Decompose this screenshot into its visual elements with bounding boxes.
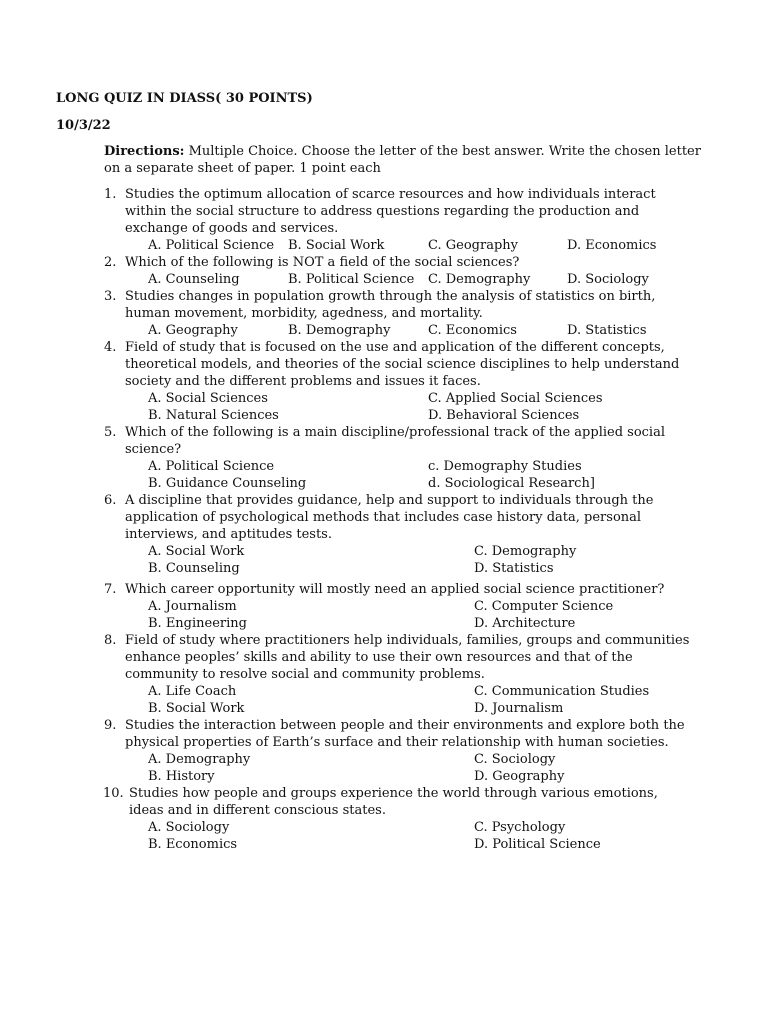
option-a: A. Political Science [148,238,275,253]
option-row [0,458,768,475]
question-number: 10. [103,786,124,801]
option-d: D. Political Science [474,837,601,852]
option-c: C. Sociology [474,752,556,767]
option-row [0,390,768,407]
directions-text: Multiple Choice. Choose the letter of the best answer. Write the chosen letter on a separate sheet of paper. 1 point each [104,144,701,176]
question-4 [0,339,768,424]
option-b: B. Natural Sciences [148,408,279,423]
option-c: C. Demography [428,272,531,287]
option-a: A. Political Science [148,459,275,474]
option-b: B. Social Work [148,701,245,716]
question-number: 2. [104,255,117,270]
question-text: Studies changes in population growth through the analysis of statistics on birth, human movement, morbidity, agedness, and mortality. [125,289,656,321]
option-d: D. Statistics [474,561,554,576]
directions-label: Directions: [104,144,185,159]
option-b: B. Demography [288,323,391,338]
option-row [0,407,768,424]
option-d: D. Economics [567,238,657,253]
option-c: C. Economics [428,323,517,338]
question-text: Studies the interaction between people and their environments and explore both the physical properties of Earth’s surface and their relationship with human societies. [125,718,685,750]
option-row [0,819,768,836]
option-c: C. Demography [474,544,577,559]
question-text: Which of the following is NOT a field of the social sciences? [125,255,520,270]
option-a: A. Social Sciences [148,391,268,406]
question-5 [0,424,768,492]
question-text: Field of study that is focused on the use and application of the different concepts, theoretical models, and theories of the social science disciplines to help understand society and the different problems and issues it faces. [125,340,680,389]
question-number: 9. [104,718,117,733]
question-number: 5. [104,425,117,440]
question-text: Field of study where practitioners help individuals, families, groups and communities enhance peoples’ skills and ability to use their own resources and that of the community to resolve social and community problems. [125,633,690,682]
option-a: A. Sociology [148,820,230,835]
option-d: D. Architecture [474,616,576,631]
quiz-title: LONG QUIZ IN DIASS( 30 POINTS) [56,91,313,106]
question-text: Which of the following is a main discipline/professional track of the applied social science? [125,425,666,457]
option-d: D. Statistics [567,323,647,338]
option-row [0,598,768,615]
option-b: B. Engineering [148,616,247,631]
option-c: C. Psychology [474,820,566,835]
option-row [0,683,768,700]
option-row [0,322,768,339]
option-a: A. Journalism [148,599,237,614]
option-b: B. History [148,769,215,784]
option-row [0,475,768,492]
option-row [0,768,768,785]
question-number: 3. [104,289,117,304]
directions [104,143,704,177]
option-row [0,751,768,768]
option-row [0,700,768,717]
option-d: D. Sociology [567,272,649,287]
question-2 [0,254,768,288]
question-7 [0,581,768,632]
option-a: A. Life Coach [148,684,237,699]
option-row [0,543,768,560]
option-b: B. Political Science [288,272,415,287]
question-9 [0,717,768,785]
question-text: Which career opportunity will mostly need an applied social science practitioner? [125,582,665,597]
question-list [0,186,768,853]
option-c: C. Computer Science [474,599,614,614]
option-b: B. Economics [148,837,238,852]
option-d: d. Sociological Research] [428,476,595,491]
question-number: 1. [104,187,117,202]
option-d: D. Behavioral Sciences [428,408,580,423]
option-a: A. Social Work [148,544,245,559]
option-row [0,271,768,288]
option-c: C. Communication Studies [474,684,650,699]
option-b: B. Counseling [148,561,240,576]
question-text: A discipline that provides guidance, help and support to individuals through the application of psychological methods that includes case history data, personal interviews, and aptitudes tests. [125,493,654,542]
question-text: Studies how people and groups experience the world through various emotions, ideas and in different conscious states. [129,786,658,818]
option-c: C. Geography [428,238,518,253]
question-10 [0,785,768,853]
option-row [0,615,768,632]
question-number: 8. [104,633,117,648]
option-c: C. Applied Social Sciences [428,391,603,406]
question-text: Studies the optimum allocation of scarce resources and how individuals interact within the social structure to address questions regarding the production and exchange of goods and services. [125,187,656,236]
question-8 [0,632,768,717]
option-a: A. Counseling [148,272,240,287]
option-b: B. Guidance Counseling [148,476,307,491]
option-d: D. Journalism [474,701,564,716]
question-1 [0,186,768,254]
option-row [0,237,768,254]
question-3 [0,288,768,339]
option-d: D. Geography [474,769,565,784]
option-b: B. Social Work [288,238,385,253]
option-c: c. Demography Studies [428,459,582,474]
question-number: 6. [104,493,117,508]
option-row [0,836,768,853]
question-number: 4. [104,340,117,355]
option-a: A. Demography [148,752,251,767]
quiz-date: 10/3/22 [56,118,111,133]
question-number: 7. [104,582,117,597]
option-row [0,560,768,577]
question-6 [0,492,768,581]
option-a: A. Geography [148,323,238,338]
